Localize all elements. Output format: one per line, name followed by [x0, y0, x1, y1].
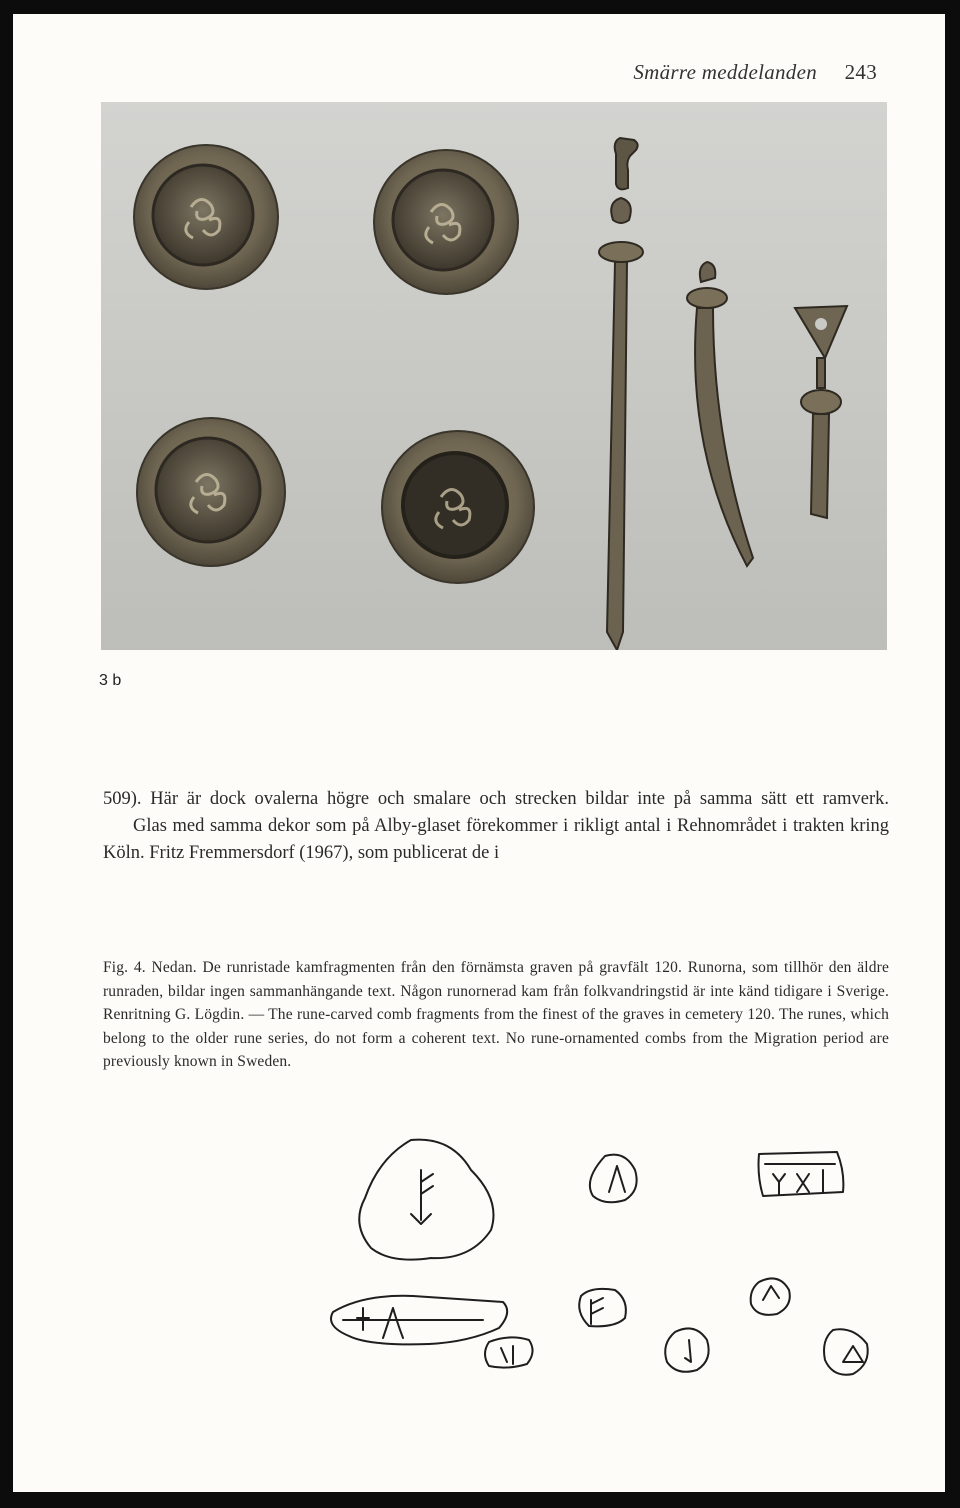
body-text: [103, 786, 889, 867]
bronze-disc-3: [137, 418, 285, 566]
plate-label: 3 b: [99, 672, 122, 689]
plate-photograph: [101, 102, 887, 650]
comb-fragment-1: [359, 1140, 493, 1260]
comb-fragment-2: [590, 1155, 637, 1203]
comb-fragment-7: [665, 1328, 708, 1371]
comb-fragment-5: [485, 1337, 533, 1367]
comb-fragment-9: [824, 1329, 868, 1374]
body-paragraph-2: Glas med samma dekor som på Alby-glaset förekommer i rikligt antal i Rehnområdet i trakten kring Köln. Fritz Fremmersdorf (1967), som publicerat de i: [103, 816, 889, 863]
body-paragraph-1: 509). Här är dock ovalerna högre och smalare och strecken bildar inte på samma sätt ett ramverk.: [103, 789, 889, 809]
rune-fragments-drawing: [303, 1134, 883, 1384]
document-page: [13, 14, 945, 1492]
bronze-disc-4: [382, 431, 534, 583]
comb-fragment-4: [331, 1296, 507, 1345]
figure-caption: Fig. 4. Nedan. De runristade kamfragmenten från den förnämsta graven på gravfält 120. Runorna, som tillhör den äldre runraden, bildar ingen sammanhängande text. Någon runornerad kam från folkvandringstid är inte känd tidigare i Sverige. Renritning G. Lögdin. — The rune-carved comb fragments from the finest of the graves in cemetery 120. The runes, which belong to the older rune series, do not form a coherent text. No rune-ornamented combs from the Migration period are previously known in Sweden.: [103, 959, 889, 1070]
bronze-disc-2: [374, 150, 518, 294]
bronze-disc-1: [134, 145, 278, 289]
running-head: [633, 60, 877, 85]
running-head-title: Smärre meddelanden: [633, 60, 818, 84]
comb-fragment-8: [751, 1278, 790, 1314]
comb-fragment-6: [579, 1289, 626, 1326]
comb-fragment-3: [759, 1152, 844, 1196]
page-number: 243: [844, 60, 877, 84]
